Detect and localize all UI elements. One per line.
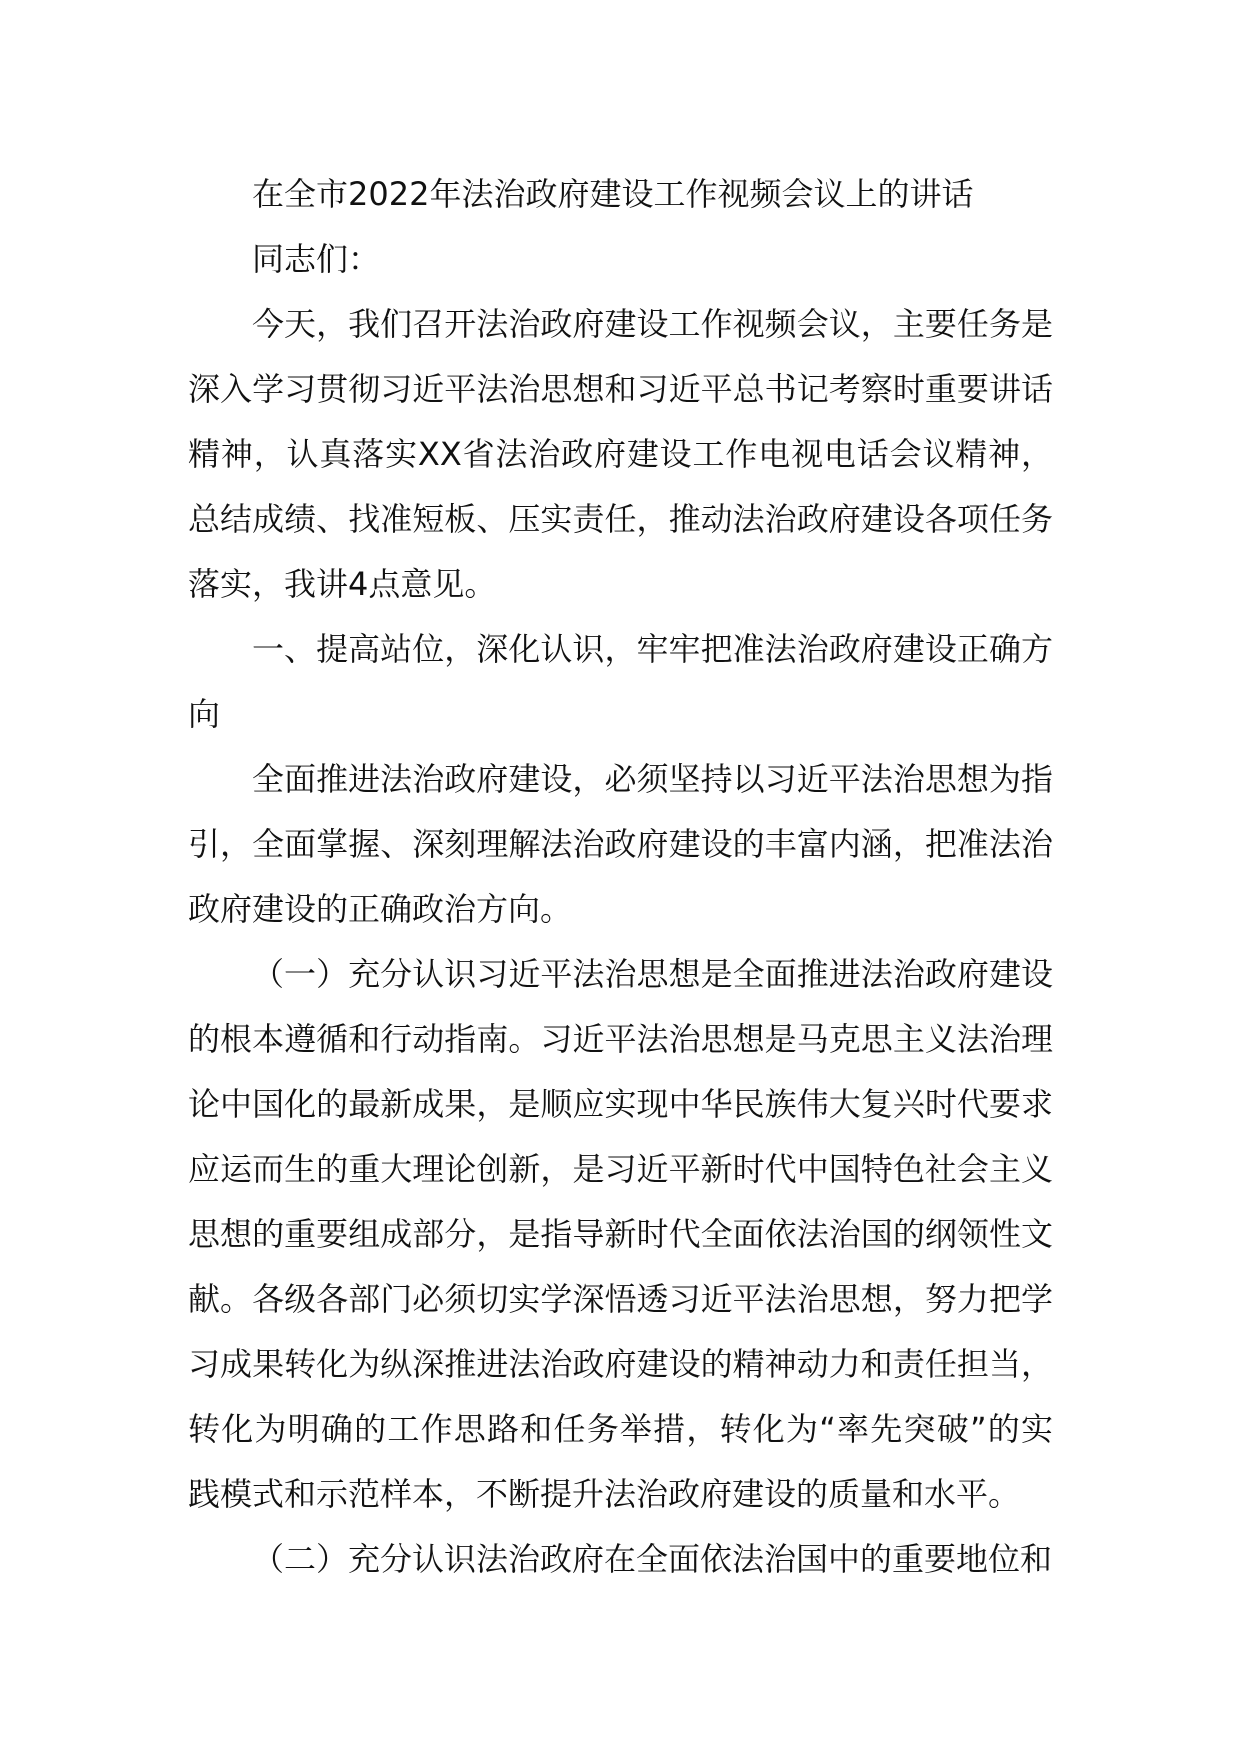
salutation: 同志们：	[252, 240, 381, 278]
paragraph-section-1: 全面推进法治政府建设，必须坚持以习近平法治思想为指引，全面掌握、深刻理解法治政府建设的丰富内涵，把准法治政府建设的正确政治方向。	[188, 760, 1053, 928]
speech-title: 在全市2022年法治政府建设工作视频会议上的讲话	[252, 175, 974, 213]
paragraph-subsection-2: （二）充分认识法治政府在全面依法治国中的重要地位和	[252, 1540, 1053, 1578]
document-body	[188, 162, 1053, 1592]
section-heading-1: 一、提高站位，深化认识，牢牢把准法治政府建设正确方向	[188, 630, 1053, 733]
paragraph-intro: 今天，我们召开法治政府建设工作视频会议，主要任务是深入学习贯彻习近平法治思想和习近平总书记考察时重要讲话精神，认真落实XX省法治政府建设工作电视电话会议精神，总结成绩、找准短板、压实责任，推动法治政府建设各项任务落实，我讲4点意见。	[188, 305, 1053, 603]
paragraph-subsection-1: （一）充分认识习近平法治思想是全面推进法治政府建设的根本遵循和行动指南。习近平法治思想是马克思主义法治理论中国化的最新成果，是顺应实现中华民族伟大复兴时代要求应运而生的重大理论创新，是习近平新时代中国特色社会主义思想的重要组成部分，是指导新时代全面依法治国的纲领性文献。各级各部门必须切实学深悟透习近平法治思想，努力把学习成果转化为纵深推进法治政府建设的精神动力和责任担当，转化为明确的工作思路和任务举措，转化为“率先突破”的实践模式和示范样本，不断提升法治政府建设的质量和水平。	[188, 955, 1053, 1513]
